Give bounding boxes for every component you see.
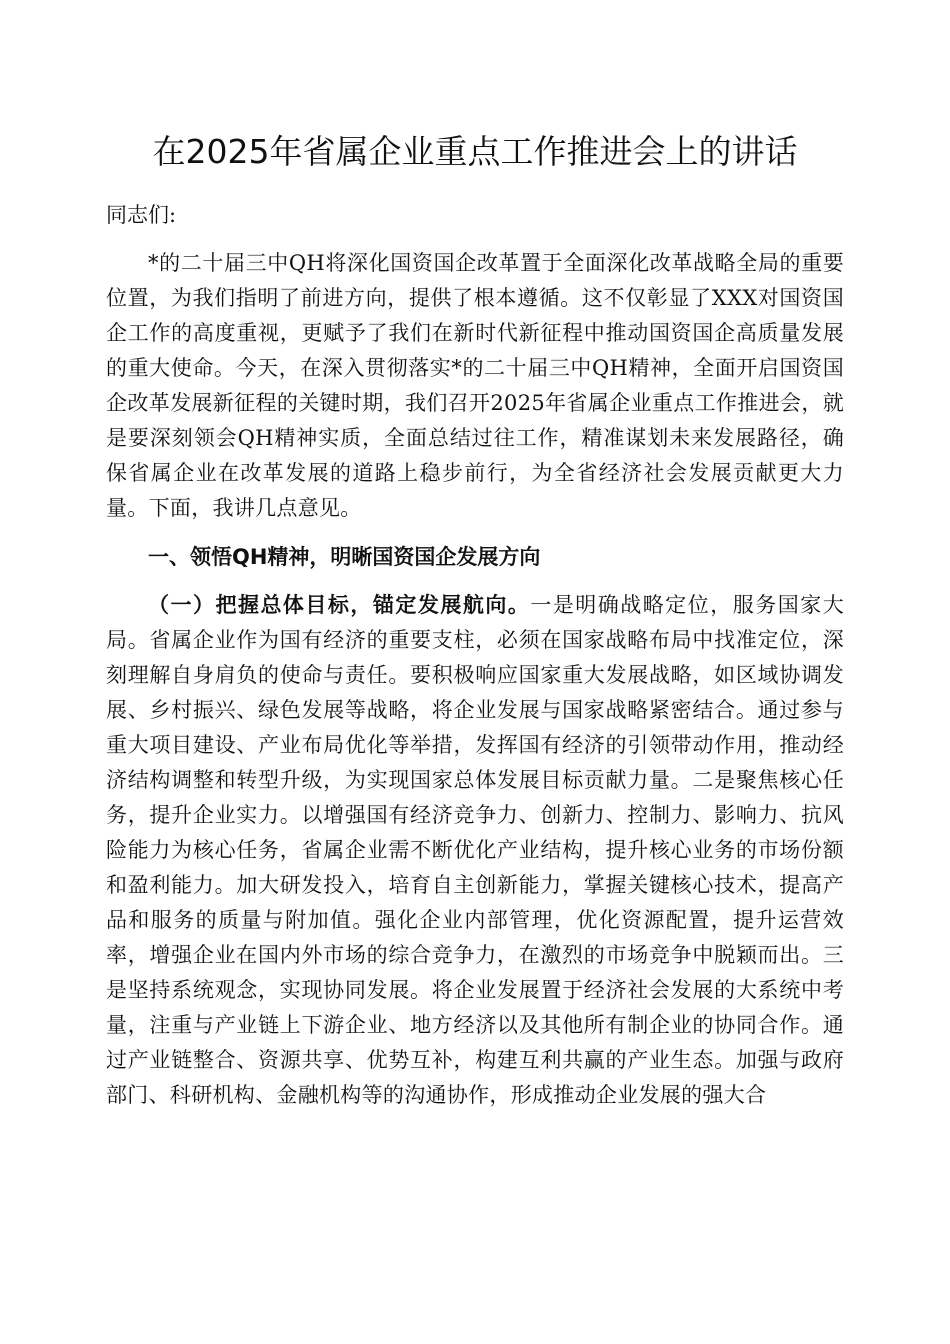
- subsection-1-text: 一是明确战略定位，服务国家大局。省属企业作为国有经济的重要支柱，必须在国家战略布局中找准定位，深刻理解自身肩负的使命与责任。要积极响应国家重大发展战略，如区域协调发展、乡村振兴、绿色发展等战略，将企业发展与国家战略紧密结合。通过参与重大项目建设、产业布局优化等举措，发挥国有经济的引领带动作用，推动经济结构调整和转型升级，为实现国家总体发展目标贡献力量。二是聚焦核心任务，提升企业实力。以增强国有经济竞争力、创新力、控制力、影响力、抗风险能力为核心任务，省属企业需不断优化产业结构，提升核心业务的市场份额和盈利能力。加大研发投入，培育自主创新能力，掌握关键核心技术，提高产品和服务的质量与附加值。强化企业内部管理，优化资源配置，提升运营效率，增强企业在国内外市场的综合竞争力，在激烈的市场竞争中脱颖而出。三是坚持系统观念，实现协同发展。将企业发展置于经济社会发展的大系统中考量，注重与产业链上下游企业、地方经济以及其他所有制企业的协同合作。通过产业链整合、资源共享、优势互补，构建互利共赢的产业生态。加强与政府部门、科研机构、金融机构等的沟通协作，形成推动企业发展的强大合: [106, 593, 844, 1107]
- paragraph-gap: [106, 526, 844, 540]
- salutation: 同志们:: [106, 203, 177, 227]
- intro-paragraph: *的二十届三中QH将深化国资国企改革置于全面深化改革战略全局的重要位置，为我们指明了前进方向，提供了根本遵循。这不仅彰显了XXX对国资国企工作的高度重视，更赋予了我们在新时代新征程中推动国资国企高质量发展的重大使命。今天，在深入贯彻落实*的二十届三中QH精神，全面开启国资国企改革发展新征程的关键时期，我们召开2025年省属企业重点工作推进会，就是要深刻领会QH精神实质，全面总结过往工作，精准谋划未来发展路径，确保省属企业在改革发展的道路上稳步前行，为全省经济社会发展贡献更大力量。下面，我讲几点意见。: [106, 251, 844, 520]
- document-page: [106, 126, 844, 1113]
- document-title: 在2025年省属企业重点工作推进会上的讲话: [152, 132, 798, 171]
- subsection-1-paragraph: [106, 588, 844, 1113]
- subsection-1-heading: （一）把握总体目标，锚定发展航向。: [148, 593, 531, 617]
- section-1-heading: 一、领悟QH精神，明晰国资国企发展方向: [148, 545, 541, 569]
